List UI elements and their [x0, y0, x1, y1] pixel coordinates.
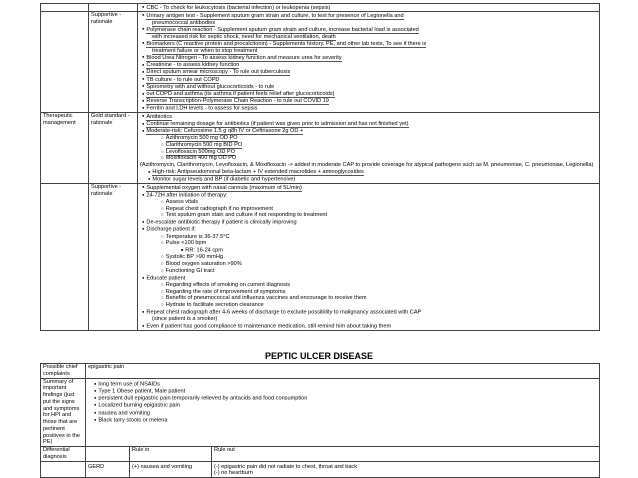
list-item: [140, 289, 597, 296]
list-item-text: Temperature is 36-37.5°C: [165, 233, 230, 240]
list-item: [140, 62, 597, 69]
list-item-text: Moderate-risk: Cefuroxime 1.5 g q8h IV or Ceftriaxone 2g OD +: [146, 128, 304, 135]
table-row: [41, 364, 600, 379]
list-item: [140, 128, 597, 135]
chief-complaints-label: Possible chief complaints: [41, 364, 86, 379]
list-item: [140, 113, 597, 120]
list-item: [140, 268, 597, 275]
list-item: [140, 40, 597, 54]
list-item: [140, 69, 597, 76]
list-item-text: Systolic BP >90 mmHg: [165, 254, 223, 261]
table-row: [41, 461, 600, 478]
summary-item: ● Type 1 Obese patient, Male patient: [92, 388, 597, 395]
list-item-text: Even if patient has good compliance to maintenance medication, still remind him about taking them: [146, 323, 392, 330]
list-item-text: Monitor sugar levels and BP (if diabetic and hypertensive): [152, 176, 296, 183]
list-item-text: 24-72H after initiation of therapy:: [146, 192, 228, 198]
list-item-text: CBC - To check for leukocytosis (bacterial infection) or leukopenia (sepsis): [146, 4, 331, 11]
row-sublabel: Supportive - rationale: [89, 184, 138, 331]
list-item-continuation: with increased risk for septic shock, need for mechanical ventilation, death: [152, 33, 336, 40]
list-item: [140, 184, 597, 191]
list-item: [140, 4, 597, 11]
list-item: [140, 275, 597, 282]
table-row: [41, 378, 600, 447]
item-list: [138, 113, 600, 184]
list-item: [140, 121, 597, 128]
list-item: [140, 309, 597, 323]
list-item-text: Supplemental oxygen with nasal cannula (maximum of 5L/min): [146, 184, 302, 191]
list-item: [140, 206, 597, 213]
list-item: [140, 76, 597, 83]
list-item-text: Educate patient: [146, 275, 186, 281]
list-item-text: Reverse Transcription-Polymerase Chain Reaction - to rule out COVID 19: [146, 98, 329, 105]
list-item: [140, 54, 597, 61]
list-item-text: Functioning GI tract: [165, 267, 215, 274]
row-label: [41, 12, 89, 113]
summary-item: ● persistent dull epigastric pain temporarily relieved by antacids and food consumption: [92, 395, 597, 402]
list-item: [140, 226, 597, 233]
list-item-text: De-escalate antibiotic therapy if patient is clinically improving: [146, 219, 297, 226]
list-item-text: Benefits of pneumococcal and influenza vaccines and encourage to receive them: [165, 295, 367, 302]
list-item: [140, 323, 597, 330]
item-list: [138, 184, 600, 331]
list-item-text: Creatinine - to assess kidney function: [146, 62, 240, 68]
list-item-text: Urinary antigen test - Supplement sputum gram strain and culture, to test for presence of Legionella and: [146, 12, 404, 19]
row-label: [41, 184, 89, 331]
summary-item: ● Localized burning epigastric pain: [92, 402, 597, 409]
table-row: [41, 184, 600, 331]
list-item-text: Moxifloxacin 400 mg OD PO: [165, 155, 237, 162]
list-item-text: High-risk: Antipseudomonal beta-lactam + IV extended macrolides + aminoglycosides: [152, 169, 364, 176]
table-row: [41, 447, 600, 462]
summary-item: ● nausea and vomiting: [92, 410, 597, 417]
summary-item: ● Black tarry stools or melena: [92, 417, 597, 424]
list-item-continuation: treatment failure or when to stop treatment: [152, 47, 258, 54]
list-item: [140, 254, 597, 261]
list-item: [140, 83, 597, 90]
list-item: [140, 162, 597, 169]
list-item-text: Repeat chest radiograph if no improvement: [165, 205, 273, 212]
list-item-text: Spirometry with and without glucocorticoids - to rule: [146, 83, 275, 90]
gerd-rule-out: [212, 461, 600, 478]
row-label: [41, 4, 89, 12]
list-item: [140, 169, 597, 176]
table-row: [41, 113, 600, 184]
list-item-text: Biomarkers (C reactive protein and procalcitonin) - Supplements history, PE, and other lab tests, To see if there is: [146, 40, 427, 47]
empty-cell: [41, 461, 86, 478]
list-item: [140, 199, 597, 206]
list-item-text: Ferritin and LDH levels - to assess for sepsis: [146, 105, 258, 112]
list-item: [140, 135, 597, 142]
list-item-text: Levofloxacin 500mg OD PO: [165, 148, 236, 155]
chief-complaints-value: epigastric pain: [86, 364, 600, 379]
rule-in-header: Rule in: [130, 447, 212, 462]
list-item: [140, 219, 597, 226]
row-sublabel: Supportive - rationale: [89, 12, 138, 113]
section-title: PEPTIC ULCER DISEASE: [264, 351, 374, 361]
list-item-text: Regarding effects of smoking on current diagnosis: [165, 281, 290, 288]
list-item: [140, 212, 597, 219]
list-item-text: TB culture - to rule out COPD: [146, 76, 220, 83]
row-label: Therapeutic management: [41, 113, 89, 184]
list-item-text: Clarithromycin 500 mg BID PO: [165, 141, 243, 148]
empty-cell: [86, 447, 130, 462]
list-item-continuation: pneumococcal antibodies: [152, 19, 216, 26]
list-item-text: Blood oxygen saturation >90%: [165, 261, 242, 267]
list-item-text: Antibiotics: [146, 113, 172, 120]
list-item: [140, 247, 597, 254]
list-item: [140, 295, 597, 302]
list-item: [140, 240, 597, 247]
list-item: [140, 26, 597, 40]
peptic-ulcer-table: [40, 363, 600, 478]
gerd-rule-in: (+) nausea and vomiting: [130, 461, 212, 478]
list-item-text: Hydrate to facilitate secretion clearance: [165, 302, 264, 308]
gerd-rule-out-item: (-) epigastric pain did not radiate to chest, throat and back: [214, 463, 358, 470]
item-list: [138, 12, 600, 113]
list-item-text: Blood Urea Nitrogen - To assess kidney function and measure urea for severity: [146, 54, 342, 61]
list-item-text: RR: 16-24 cpm: [185, 247, 223, 254]
list-item-text: Direct sputum smear microscopy - To rule out tuberculosis: [146, 69, 291, 76]
list-item: [140, 282, 597, 289]
rule-out-header: Rule out: [212, 447, 600, 462]
list-item-text: Continue remaining dosage for antibiotics (if patient was given prior to admission and has not finished yet): [146, 121, 409, 127]
list-item-text: Polymerase chain reaction - Supplement sputum gram strain and culture, increase bacterial load is associated: [146, 26, 419, 33]
list-item: [140, 149, 597, 156]
list-item: [140, 98, 597, 105]
pneumonia-management-table: [40, 3, 600, 331]
list-item: [140, 192, 597, 199]
differential-label: Differential diagnosis: [41, 447, 86, 462]
list-item-text: Regarding the rate of improvement of symptoms: [165, 288, 286, 295]
list-item-text: Pulse <100 bpm: [165, 240, 207, 247]
list-item: [140, 302, 597, 309]
item-list: [138, 4, 600, 12]
list-item-text: out COPD and asthma (its asthma if patient feels relief after glucocorticoids): [146, 91, 335, 97]
row-sublabel: Gold standard - rationale: [89, 113, 138, 184]
list-item: [140, 91, 597, 98]
list-item: [140, 142, 597, 149]
list-item-text: Discharge patient if:: [146, 226, 196, 233]
summary-label: Summary of important findings (just put the signs and symptoms for HPI and those that are pertinent positives in the PE): [41, 378, 86, 447]
table-row: [41, 12, 600, 113]
list-item: [140, 261, 597, 268]
list-item-text: Test sputum gram stain and culture if not responding to treatment: [165, 212, 328, 219]
list-item: [140, 12, 597, 26]
diagnosis-gerd: GERD: [86, 461, 130, 478]
list-item: [140, 155, 597, 162]
row-label: [89, 4, 138, 12]
list-item-text: Azithromycin 500 mg OD PO: [165, 135, 238, 141]
summary-item: ● long term use of NSAIDs: [92, 381, 597, 388]
list-item-continuation: (since patient is a smoker): [152, 316, 218, 322]
list-item-text: (Azithromycin, Clarithromycin, Levofloxacin, & Moxifloxacin -> added in moderate CAP to provide coverage for atypical pathogens such as M. pneumoniae, C. pneumoniae, Legionella): [140, 162, 594, 168]
list-item-text: Assess vitals: [165, 198, 199, 205]
table-row: [41, 4, 600, 12]
list-item: [140, 105, 597, 112]
list-item: [140, 234, 597, 241]
summary-list: [86, 378, 600, 447]
list-item: [140, 176, 597, 183]
gerd-rule-out-item: (-) no heartburn: [214, 470, 253, 477]
list-item-text: Repeat chest radiograph after 4-6 weeks of discharge to exclude possibility to malignancy associated with CAP: [146, 309, 422, 316]
